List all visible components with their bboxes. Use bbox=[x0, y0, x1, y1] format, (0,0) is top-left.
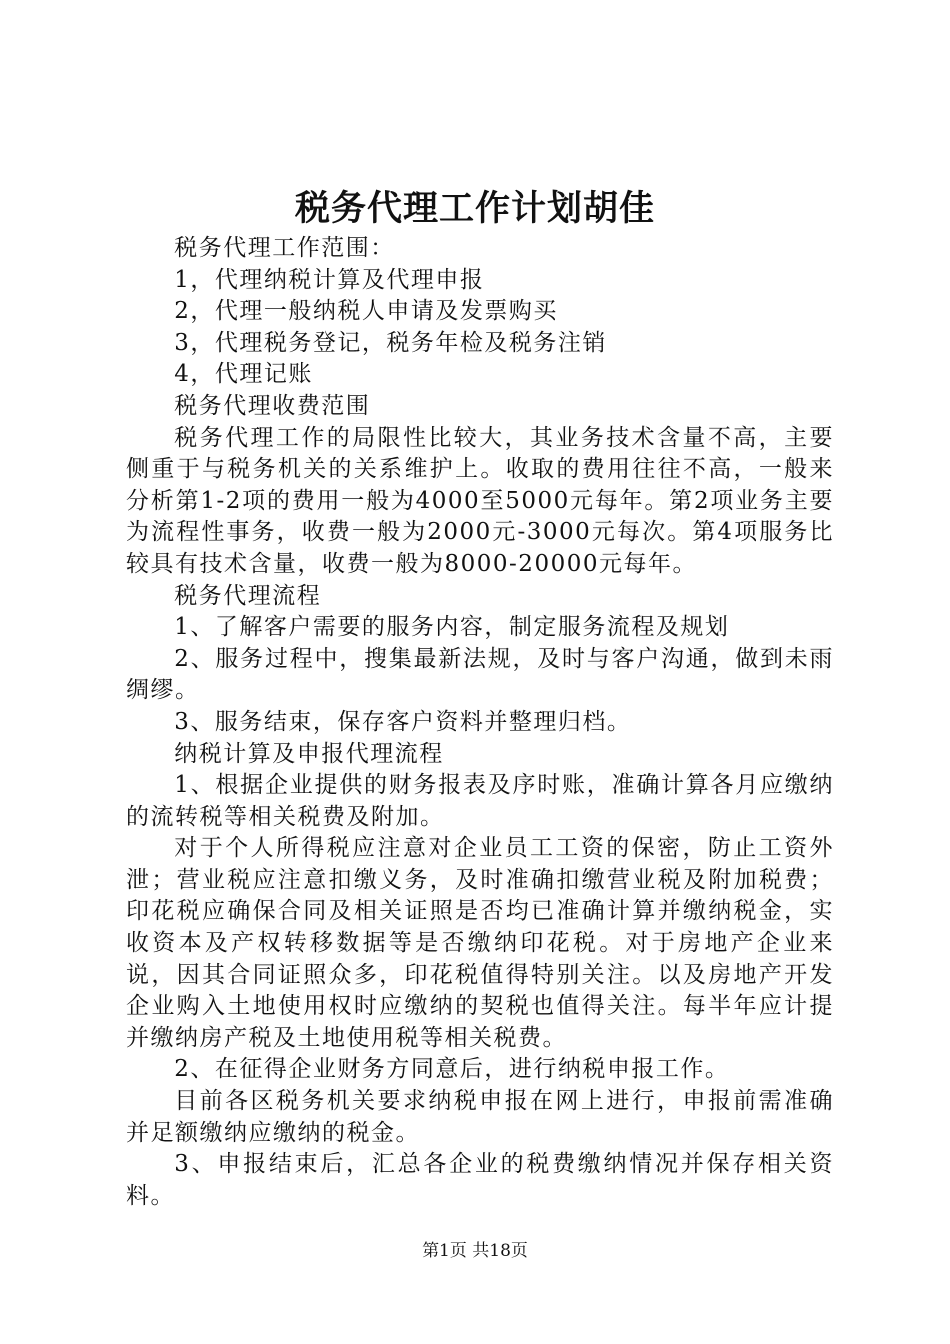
paragraph-process-heading: 税务代理流程 bbox=[174, 582, 322, 609]
paragraph-scope-item-3: 3，代理税务登记，税务年检及税务注销 bbox=[174, 329, 607, 356]
paragraph-process-step-1: 1、了解客户需要的服务内容，制定服务流程及规划 bbox=[174, 614, 730, 641]
paragraph-filing-online-note: 目前各区税务机关要求纳税申报在网上进行，申报前需准确并足额缴纳应缴纳的税金。 bbox=[126, 1088, 834, 1146]
paragraph-filing-tax-notes: 对于个人所得税应注意对企业员工工资的保密，防止工资外泄；营业税应注意扣缴义务，及时准确扣缴营业税及附加税费；印花税应确保合同及相关证照是否均已准确计算并缴纳税金，实收资本及产权转移数据等是否缴纳印花税。对于房地产企业来说，因其合同证照众多，印花税值得特别关注。以及房地产开发企业购入土地使用权时应缴纳的契税也值得关注。每半年应计提并缴纳房产税及土地使用税等相关税费。 bbox=[126, 835, 834, 1051]
page-footer: 第1页 共18页 bbox=[422, 1241, 528, 1261]
paragraph-process-step-2: 2、服务过程中，搜集最新法规，及时与客户沟通，做到未雨绸缪。 bbox=[126, 645, 834, 704]
paragraph-scope-item-1: 1，代理纳税计算及代理申报 bbox=[174, 266, 485, 293]
paragraph-fee-description: 税务代理工作的局限性比较大，其业务技术含量不高，主要侧重于与税务机关的关系维护上。收取的费用往往不高，一般来分析第1-2项的费用一般为4000至5000元每年。第2项业务主要为流程性事务，收费一般为2000元-3000元每次。第4项服务比较具有技术含量，收费一般为8000-20000元每年。 bbox=[126, 424, 834, 577]
paragraph-filing-step-3: 3、申报结束后，汇总各企业的税费缴纳情况并保存相关资料。 bbox=[126, 1151, 834, 1209]
paragraph-scope-item-4: 4，代理记账 bbox=[174, 361, 313, 388]
paragraph-filing-step-2: 2、在征得企业财务方同意后，进行纳税申报工作。 bbox=[174, 1056, 730, 1083]
paragraph-filing-step-1: 1、根据企业提供的财务报表及序时账，准确计算各月应缴纳的流转税等相关税费及附加。 bbox=[126, 772, 834, 830]
document-title: 税务代理工作计划胡佳 bbox=[294, 188, 655, 229]
paragraph-process-step-3: 3、服务结束，保存客户资料并整理归档。 bbox=[174, 708, 632, 735]
document-body bbox=[126, 233, 834, 1212]
paragraph-scope-heading: 税务代理工作范围： bbox=[174, 235, 395, 261]
paragraph-scope-item-2: 2，代理一般纳税人申请及发票购买 bbox=[174, 298, 558, 325]
paragraph-filing-heading: 纳税计算及申报代理流程 bbox=[174, 740, 444, 767]
paragraph-fee-heading: 税务代理收费范围 bbox=[174, 392, 371, 419]
